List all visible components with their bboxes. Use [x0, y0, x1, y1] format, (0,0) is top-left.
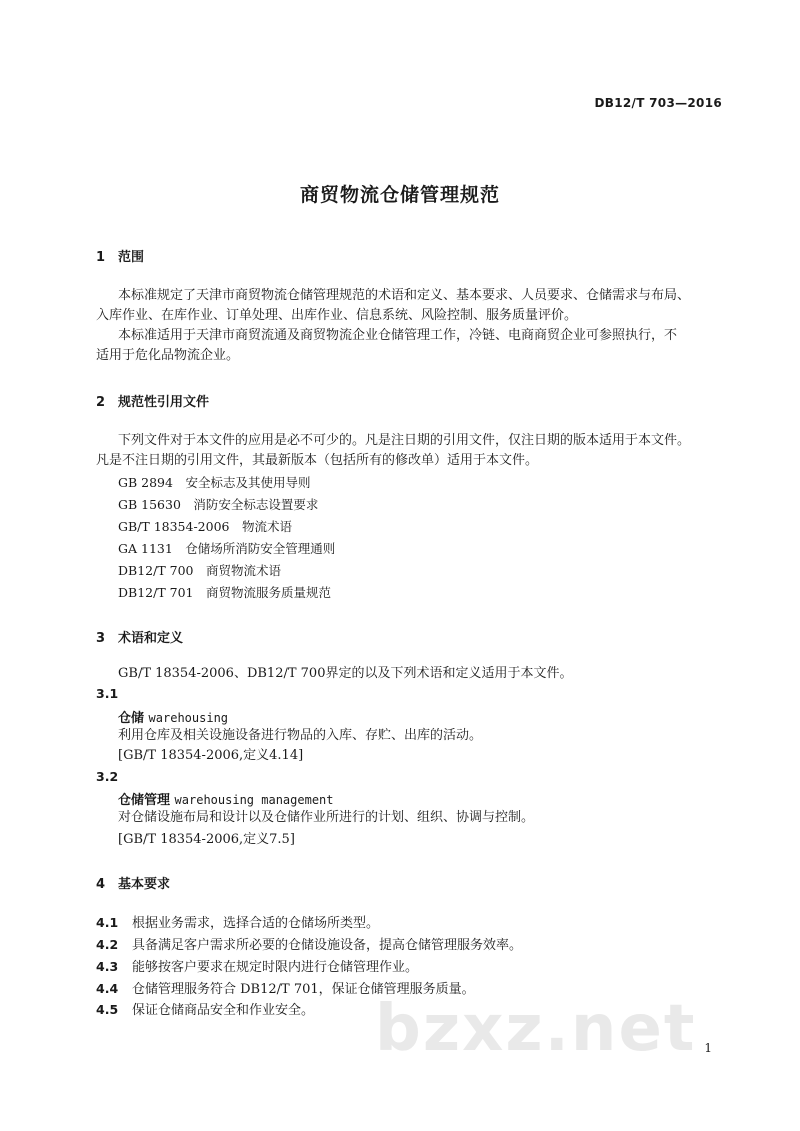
requirement-number: 4.2 — [96, 937, 119, 952]
requirement-text: 保证仓储商品安全和作业安全。 — [132, 1003, 315, 1018]
document-title: 商贸物流仓储管理规范 — [299, 184, 500, 206]
scope-line-4: 适用于危化品物流企业。 — [96, 348, 240, 363]
reference-item: DB12/T 701 商贸物流服务质量规范 — [118, 585, 331, 600]
term-name-en: warehousing management — [174, 793, 334, 807]
term-source: [GB/T 18354-2006,定义4.14] — [118, 748, 304, 763]
term-name-zh: 仓储 — [118, 711, 145, 726]
term-definition: 对仓储设施布局和设计以及仓储作业所进行的计划、组织、协调与控制。 — [118, 810, 535, 825]
term-source: [GB/T 18354-2006,定义7.5] — [118, 832, 295, 847]
term-name — [118, 707, 228, 726]
requirement-text: 能够按客户要求在规定时限内进行仓储管理作业。 — [132, 960, 419, 975]
standard-code: DB12/T 703—2016 — [594, 96, 722, 110]
term-name-zh: 仓储管理 — [118, 793, 171, 808]
scope-line-3: 本标准适用于天津市商贸流通及商贸物流企业仓储管理工作，冷链、电商商贸企业可参照执行，不 — [118, 328, 678, 343]
requirement-text: 仓储管理服务符合 DB12/T 701，保证仓储管理服务质量。 — [132, 982, 475, 997]
requirement-number: 4.4 — [96, 981, 119, 996]
section-4-heading — [96, 873, 170, 892]
requirement-number: 4.3 — [96, 959, 119, 974]
section-title: 规范性引用文件 — [118, 395, 210, 410]
reference-item: GA 1131 仓储场所消防安全管理通则 — [118, 541, 336, 556]
requirement-item — [96, 934, 522, 953]
section-2-heading — [96, 391, 209, 410]
requirement-item — [96, 912, 379, 931]
refs-intro-line-1: 下列文件对于本文件的应用是必不可少的。凡是注日期的引用文件，仅注日期的版本适用于本文件。 — [118, 433, 691, 448]
term-definition: 利用仓库及相关设施设备进行物品的入库、存贮、出库的活动。 — [118, 728, 483, 743]
refs-intro-line-2: 凡是不注日期的引用文件，其最新版本（包括所有的修改单）适用于本文件。 — [96, 453, 539, 468]
section-1-heading — [96, 246, 144, 265]
term-number: 3.1 — [96, 686, 119, 701]
reference-item: GB 2894 安全标志及其使用导则 — [118, 475, 311, 490]
reference-item: DB12/T 700 商贸物流术语 — [118, 563, 281, 578]
reference-item: GB/T 18354-2006 物流术语 — [118, 519, 292, 534]
section-3-heading — [96, 627, 183, 646]
scope-line-2: 入库作业、在库作业、订单处理、出库作业、信息系统、风险控制、服务质量评价。 — [96, 308, 578, 323]
section-title: 术语和定义 — [118, 631, 184, 646]
section-number: 1 — [96, 250, 106, 265]
page-number: 1 — [704, 1041, 712, 1055]
requirement-number: 4.1 — [96, 915, 119, 930]
term-name-en: warehousing — [148, 711, 229, 725]
scope-line-1: 本标准规定了天津市商贸物流仓储管理规范的术语和定义、基本要求、人员要求、仓储需求与布局、 — [118, 288, 691, 303]
section-number: 2 — [96, 395, 106, 410]
section-number: 4 — [96, 877, 106, 892]
section-title: 范围 — [118, 250, 145, 265]
requirement-item — [96, 956, 418, 975]
reference-item: GB 15630 消防安全标志设置要求 — [118, 497, 319, 512]
requirement-number: 4.5 — [96, 1002, 119, 1017]
requirement-text: 根据业务需求，选择合适的仓储场所类型。 — [132, 916, 380, 931]
section-title: 基本要求 — [118, 877, 171, 892]
watermark: bzxz.net — [375, 992, 697, 1066]
requirement-text: 具备满足客户需求所必要的仓储设施设备，提高仓储管理服务效率。 — [132, 938, 523, 953]
term-name — [118, 789, 334, 808]
requirement-item — [96, 999, 314, 1018]
terms-intro: GB/T 18354-2006、DB12/T 700界定的以及下列术语和定义适用于本文件。 — [118, 666, 573, 681]
term-number: 3.2 — [96, 769, 119, 784]
section-number: 3 — [96, 631, 106, 646]
